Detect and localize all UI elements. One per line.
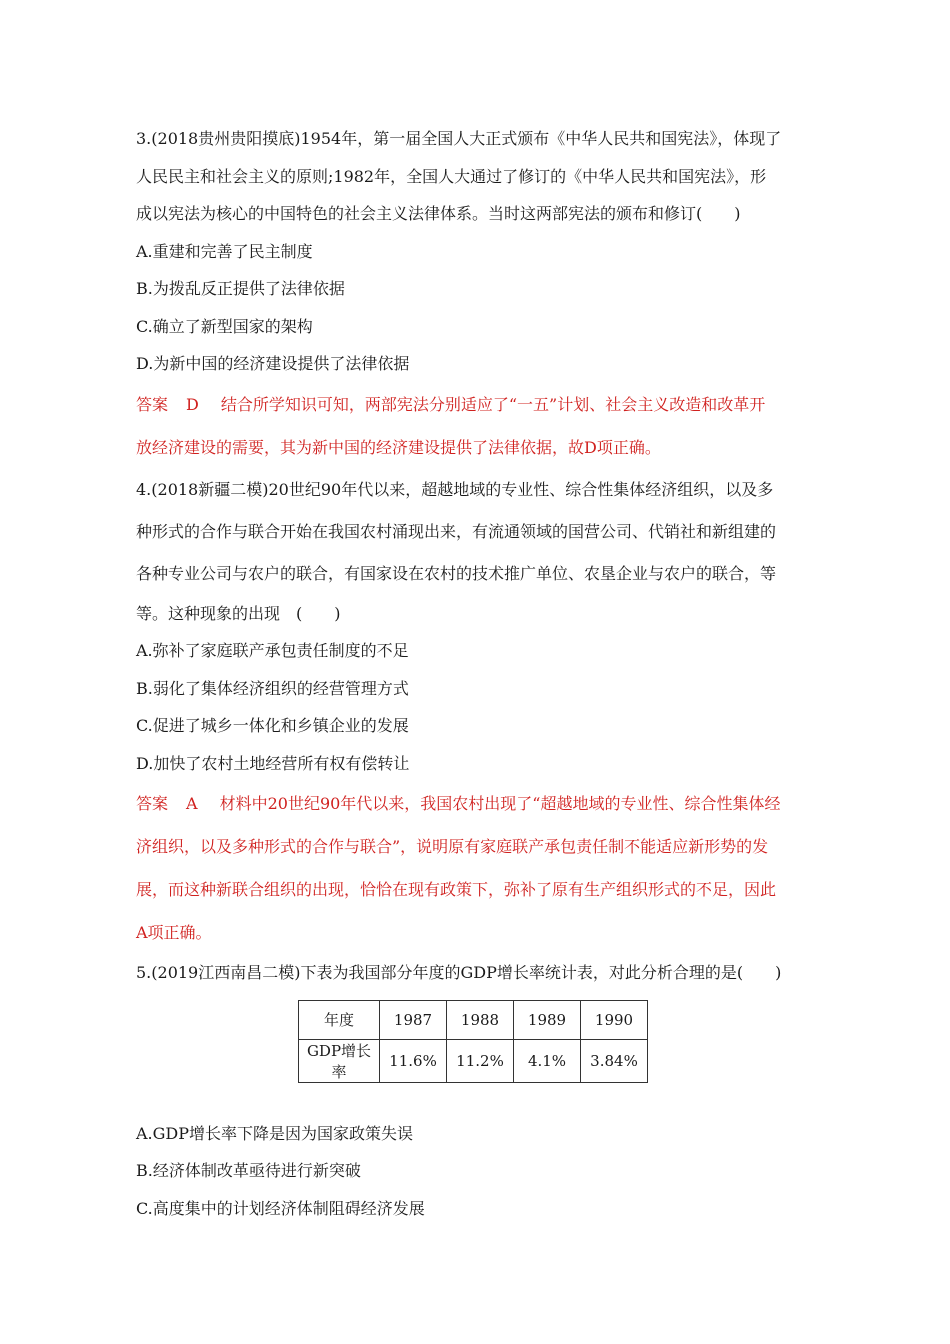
table-row [299, 1039, 648, 1082]
q4-stem-line-1: 4.(2018新疆二模)20世纪90年代以来，超越地域的专业性、综合性集体经济组织，以及多 [136, 479, 774, 499]
q3-option-c: C.确立了新型国家的架构 [136, 316, 313, 336]
q3-stem-line-3: 成以宪法为核心的中国特色的社会主义法律体系。当时这两部宪法的颁布和修订( ) [136, 204, 741, 223]
gdp-growth-table [298, 1000, 648, 1083]
table-year-cell: 1988 [447, 1000, 514, 1039]
q3-answer-text-2: 放经济建设的需要，其为新中国的经济建设提供了法律依据，故D项正确。 [136, 437, 661, 457]
question-5 [136, 954, 816, 1227]
table-row [299, 1000, 648, 1039]
q3-option-b: B.为拨乱反正提供了法律依据 [136, 279, 345, 298]
q5-option-c: C.高度集中的计划经济体制阻碍经济发展 [136, 1198, 425, 1218]
q4-stem-line-4: 等。这种现象的出现 ( ) [136, 603, 341, 623]
table-rate-cell: 3.84% [581, 1039, 648, 1082]
question-3 [136, 120, 816, 469]
q4-stem-line-3: 各种专业公司与农户的联合，有国家设在农村的技术推广单位、农垦企业与农户的联合，等 [136, 563, 777, 583]
q3-answer-tag: 答案 [136, 394, 169, 414]
q4-option-d: D.加快了农村土地经营所有权有偿转让 [136, 753, 410, 773]
document-page [136, 120, 816, 1227]
question-4 [136, 469, 816, 955]
table-rate-cell: 4.1% [514, 1039, 581, 1082]
q3-option-d: D.为新中国的经济建设提供了法律依据 [136, 354, 410, 373]
q4-stem-line-2: 种形式的合作与联合开始在我国农村涌现出来，有流通领域的国营公司、代销社和新组建的 [136, 521, 777, 541]
q4-answer-letter: A [186, 794, 198, 813]
q3-option-a: A.重建和完善了民主制度 [136, 241, 313, 261]
table-year-cell: 1987 [380, 1000, 447, 1039]
q3-answer-letter: D [186, 394, 199, 414]
q5-stem: 5.(2019江西南昌二模)下表为我国部分年度的GDP增长率统计表，对此分析合理的是( ) [136, 963, 782, 982]
q4-answer-text-2: 济组织，以及多种形式的合作与联合”，说明原有家庭联产承包责任制不能适应新形势的发 [136, 837, 769, 856]
q3-answer [136, 383, 816, 469]
q3-stem-line-2: 人民民主和社会主义的原则;1982年，全国人大通过了修订的《中华人民共和国宪法》，形 [136, 166, 767, 186]
q4-answer-tag: 答案 [136, 794, 169, 813]
table-row-label: GDP增长率 [299, 1039, 380, 1082]
q3-stem-line-1: 3.(2018贵州贵阳摸底)1954年，第一届全国人大正式颁布《中华人民共和国宪法》，体现了 [136, 129, 782, 148]
q5-option-b: B.经济体制改革亟待进行新突破 [136, 1161, 361, 1180]
q5-option-a: A.GDP增长率下降是因为国家政策失误 [136, 1123, 414, 1143]
table-rate-cell: 11.6% [380, 1039, 447, 1082]
q4-answer [136, 782, 816, 954]
table-rate-cell: 11.2% [447, 1039, 514, 1082]
q3-answer-text-1: 结合所学知识可知，两部宪法分别适应了“一五”计划、社会主义改造和改革开 [220, 394, 766, 414]
q4-answer-text-4: A项正确。 [136, 923, 212, 942]
q4-option-a: A.弥补了家庭联产承包责任制度的不足 [136, 641, 409, 660]
q4-option-c: C.促进了城乡一体化和乡镇企业的发展 [136, 716, 409, 735]
table-header-label: 年度 [299, 1000, 380, 1039]
table-year-cell: 1990 [581, 1000, 648, 1039]
q4-answer-text-1: 材料中20世纪90年代以来，我国农村出现了“超越地域的专业性、综合性集体经 [219, 794, 781, 813]
q4-option-b: B.弱化了集体经济组织的经营管理方式 [136, 678, 409, 698]
q4-answer-text-3: 展，而这种新联合组织的出现，恰恰在现有政策下，弥补了原有生产组织形式的不足，因此 [136, 880, 777, 899]
table-year-cell: 1989 [514, 1000, 581, 1039]
